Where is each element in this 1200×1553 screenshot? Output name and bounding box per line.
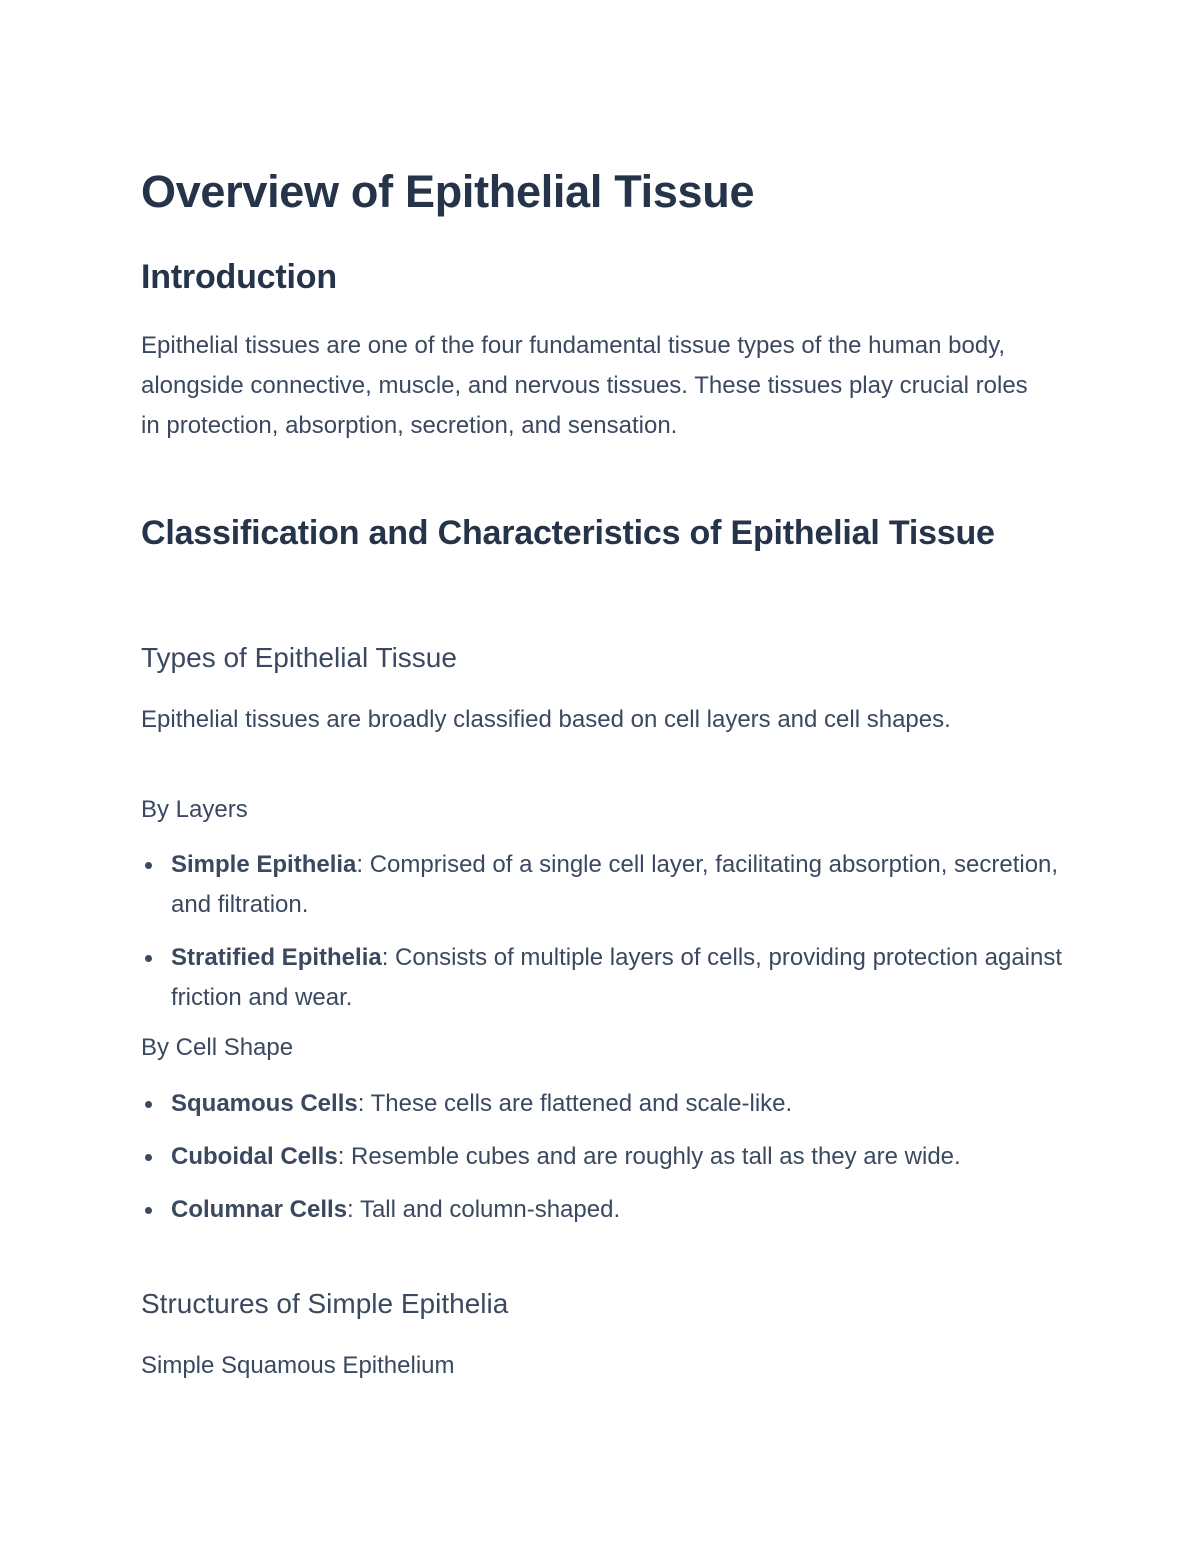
- subsection-heading-types: Types of Epithelial Tissue: [141, 642, 457, 673]
- introduction-paragraph: Epithelial tissues are one of the four fundamental tissue types of the human body, alongside connective, muscle, and nervous tissues. These tissues play crucial roles in protection, absorption, secretion, and sensation.: [141, 332, 1028, 439]
- bullet-icon: [145, 1101, 152, 1108]
- bullet-icon: [145, 862, 152, 869]
- section-heading-classification: Classification and Characteristics of Epithelial Tissue: [141, 514, 995, 552]
- list-by-layers: [141, 845, 1071, 1031]
- bullet-icon: [145, 955, 152, 962]
- heading-simple-squamous: Simple Squamous Epithelium: [141, 1352, 455, 1379]
- bullet-icon: [145, 1154, 152, 1161]
- list-item-description: : Consists of multiple layers of cells, providing protection against friction and wear.: [171, 944, 1063, 1011]
- section-heading-introduction: Introduction: [141, 258, 337, 296]
- heading-by-cell-shape: By Cell Shape: [141, 1034, 294, 1061]
- list-item-term: Stratified Epithelia: [171, 944, 382, 971]
- list-item-description: : Resemble cubes and are roughly as tall as they are wide.: [337, 1143, 961, 1170]
- list-item-term: Squamous Cells: [171, 1090, 358, 1117]
- list-item-term: Cuboidal Cells: [171, 1143, 338, 1170]
- list-item-description: : Tall and column-shaped.: [347, 1196, 621, 1223]
- list-item: [141, 845, 1071, 925]
- page-title: Overview of Epithelial Tissue: [141, 166, 755, 217]
- heading-by-layers: By Layers: [141, 796, 248, 823]
- types-paragraph: Epithelial tissues are broadly classified based on cell layers and cell shapes.: [141, 706, 951, 733]
- list-item: [141, 938, 1071, 1018]
- list-item: [141, 1137, 1071, 1177]
- list-by-cell-shape: [141, 1084, 1071, 1243]
- list-item-description: : These cells are flattened and scale-like.: [357, 1090, 793, 1117]
- list-item-description: : Comprised of a single cell layer, facilitating absorption, secretion, and filtration.: [171, 851, 1059, 918]
- list-item: [141, 1190, 1071, 1230]
- list-item-term: Columnar Cells: [171, 1196, 348, 1223]
- bullet-icon: [145, 1207, 152, 1214]
- subsection-heading-structures: Structures of Simple Epithelia: [141, 1288, 509, 1319]
- list-item-term: Simple Epithelia: [171, 851, 357, 878]
- list-item: [141, 1084, 1071, 1124]
